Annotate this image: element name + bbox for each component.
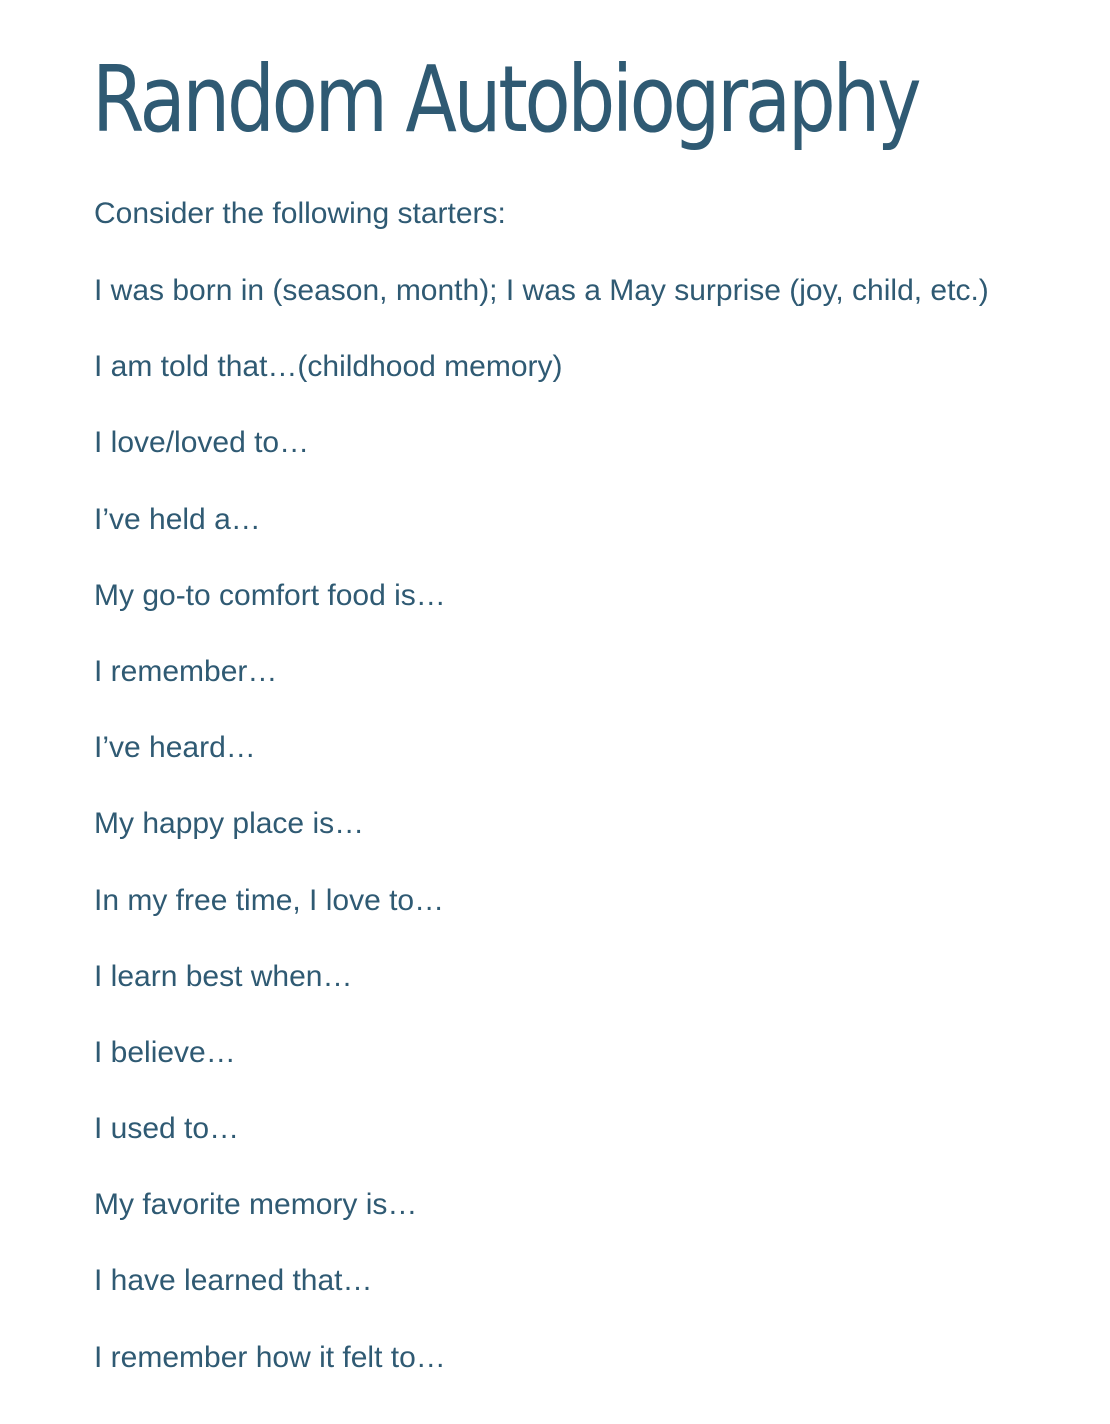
list-item: I am told that…(childhood memory): [94, 350, 563, 384]
intro-text: Consider the following starters:: [94, 197, 506, 230]
list-item: I used to…: [94, 1112, 240, 1146]
list-item: I remember…: [94, 654, 278, 688]
list-item: My go-to comfort food is…: [94, 578, 446, 612]
list-item: In my free time, I love to…: [94, 883, 445, 917]
list-item: I was born in (season, month); I was a May surprise (joy, child, etc.): [94, 274, 989, 307]
list-item: I’ve held a…: [94, 502, 261, 536]
page-title: Random Autobiography: [92, 46, 919, 153]
list-item: I remember how it felt to…: [94, 1340, 446, 1374]
list-item: I have learned that…: [94, 1264, 373, 1298]
list-item: I learn best when…: [94, 959, 353, 993]
list-item: My happy place is…: [94, 807, 365, 841]
list-item: My favorite memory is…: [94, 1188, 418, 1222]
list-item: I love/loved to…: [94, 426, 310, 460]
starter-list: [94, 271, 989, 1414]
list-item: I believe…: [94, 1035, 236, 1069]
list-item: I’ve heard…: [94, 731, 256, 765]
